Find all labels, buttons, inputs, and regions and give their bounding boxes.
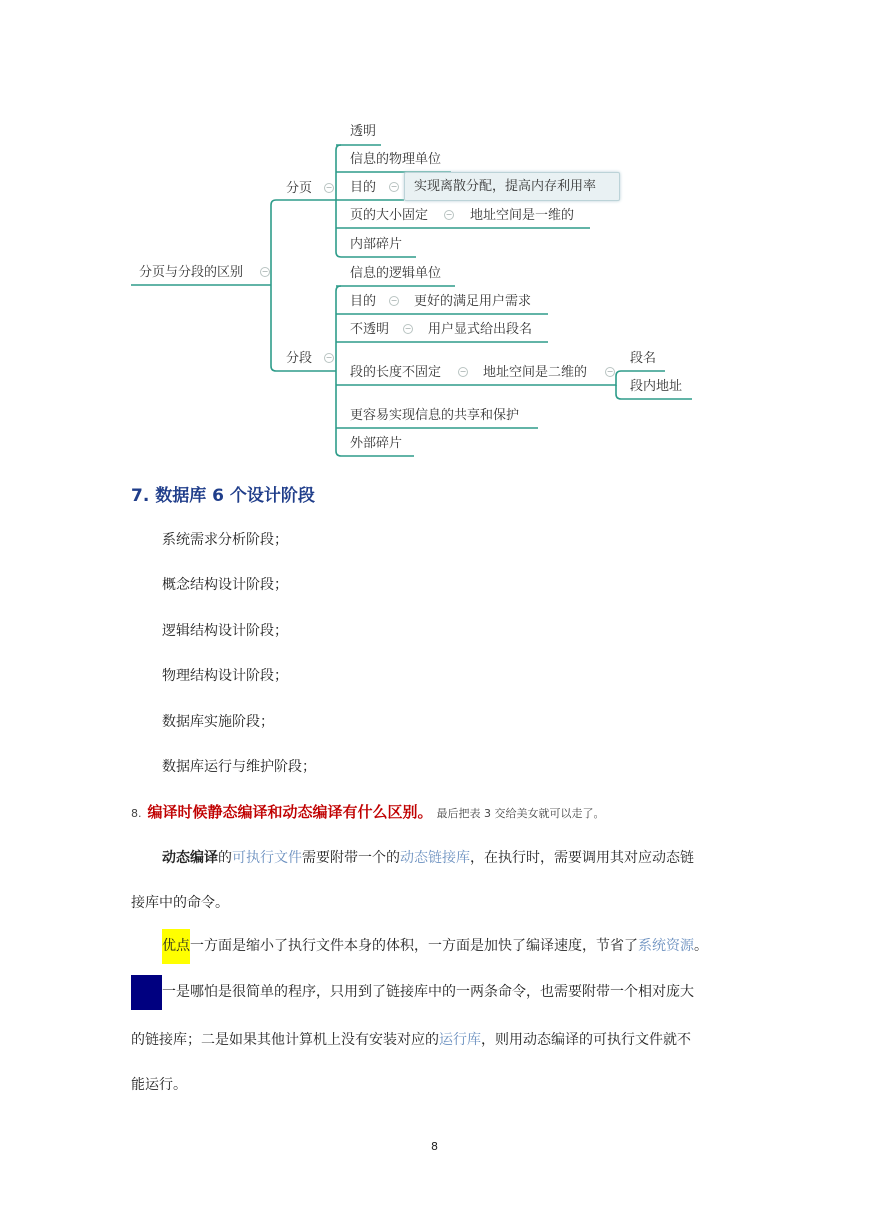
- text: 的链接库；二是如果其他计算机上没有安装对应的: [131, 1032, 439, 1048]
- stage-item: 物理结构设计阶段；: [162, 668, 288, 684]
- node-physical-unit: 信息的物理单位: [350, 152, 442, 167]
- section8-number: 8.: [131, 807, 142, 820]
- node-seg-purpose-detail: 更好的满足用户需求: [414, 294, 532, 309]
- node-seg-length-detail: 地址空间是二维的: [483, 365, 588, 380]
- collapse-icon[interactable]: −: [390, 296, 398, 305]
- cons-label: 缺点: [131, 975, 162, 1010]
- collapse-icon[interactable]: −: [606, 367, 614, 376]
- mindmap: [0, 0, 869, 470]
- node-seg-name: 段名: [630, 351, 657, 366]
- node-logical-unit: 信息的逻辑单位: [350, 266, 442, 281]
- mindmap-root: 分页与分段的区别: [139, 265, 244, 280]
- mindmap-connectors: [0, 0, 869, 470]
- stage-item: 系统需求分析阶段；: [162, 532, 288, 548]
- text: 一方面是缩小了执行文件本身的体积，一方面是加快了编译速度，节省了: [190, 938, 638, 954]
- node-page-size: 页的大小固定: [350, 208, 429, 223]
- node-opaque-detail: 用户显式给出段名: [428, 322, 533, 337]
- branch-paging: 分页: [286, 181, 313, 196]
- collapse-icon[interactable]: −: [390, 182, 398, 191]
- section7-heading: 7. 数据库 6 个设计阶段: [131, 486, 315, 506]
- pros-label: 优点: [162, 929, 190, 964]
- section8-title: 编译时候静态编译和动态编译有什么区别。: [147, 803, 433, 821]
- collapse-icon[interactable]: −: [325, 353, 333, 362]
- paragraph-dynamic-compile-line2: 接库中的命令。: [131, 895, 229, 911]
- node-seg-offset: 段内地址: [630, 379, 683, 394]
- paragraph-pros: [131, 929, 772, 964]
- text: 。: [694, 938, 708, 954]
- collapse-icon[interactable]: −: [459, 367, 467, 376]
- paragraph-cons-line1: [131, 975, 741, 1010]
- text: ，在执行时，需要调用其对应动态链: [470, 850, 694, 866]
- node-paging-purpose-detail: 实现离散分配，提高内存利用率: [414, 179, 597, 194]
- collapse-icon[interactable]: −: [404, 324, 412, 333]
- node-page-size-detail: 地址空间是一维的: [470, 208, 575, 223]
- collapse-icon[interactable]: −: [325, 183, 333, 192]
- page-number: 8: [431, 1140, 438, 1153]
- paragraph-dynamic-compile-line1: [131, 847, 772, 867]
- stage-item: 数据库运行与维护阶段；: [162, 759, 316, 775]
- stage-item: 逻辑结构设计阶段；: [162, 623, 288, 639]
- node-sharing: 更容易实现信息的共享和保护: [350, 408, 520, 423]
- text: 的: [218, 850, 232, 866]
- node-seg-length: 段的长度不固定: [350, 365, 442, 380]
- node-internal-fragment: 内部碎片: [350, 237, 403, 252]
- term-dynamic-compile: 动态编译: [162, 850, 218, 866]
- section8-heading: [131, 801, 605, 822]
- stage-item: 概念结构设计阶段；: [162, 577, 288, 593]
- link-executable[interactable]: 可执行文件: [232, 850, 302, 866]
- link-system-resources[interactable]: 系统资源: [638, 938, 694, 954]
- paragraph-cons-line3: 能运行。: [131, 1077, 187, 1093]
- node-opaque: 不透明: [350, 322, 390, 337]
- node-paging-purpose: 目的: [350, 180, 377, 195]
- node-external-fragment: 外部碎片: [350, 436, 403, 451]
- text: 一是哪怕是很简单的程序，只用到了链接库中的一两条命令，也需要附带一个相对庞大: [162, 984, 694, 1000]
- node-transparent: 透明: [350, 124, 377, 139]
- collapse-icon[interactable]: −: [445, 210, 453, 219]
- branch-segmentation: 分段: [286, 351, 313, 366]
- text: 需要附带一个的: [302, 850, 400, 866]
- section8-note: 最后把表 3 交给美女就可以走了。: [436, 807, 605, 820]
- link-runtime-library[interactable]: 运行库: [439, 1032, 481, 1048]
- text: ，则用动态编译的可执行文件就不: [481, 1032, 691, 1048]
- stage-item: 数据库实施阶段；: [162, 714, 274, 730]
- paragraph-cons-line2: [131, 1029, 741, 1049]
- link-dll[interactable]: 动态链接库: [400, 850, 470, 866]
- node-seg-purpose: 目的: [350, 294, 377, 309]
- collapse-icon[interactable]: −: [261, 267, 269, 276]
